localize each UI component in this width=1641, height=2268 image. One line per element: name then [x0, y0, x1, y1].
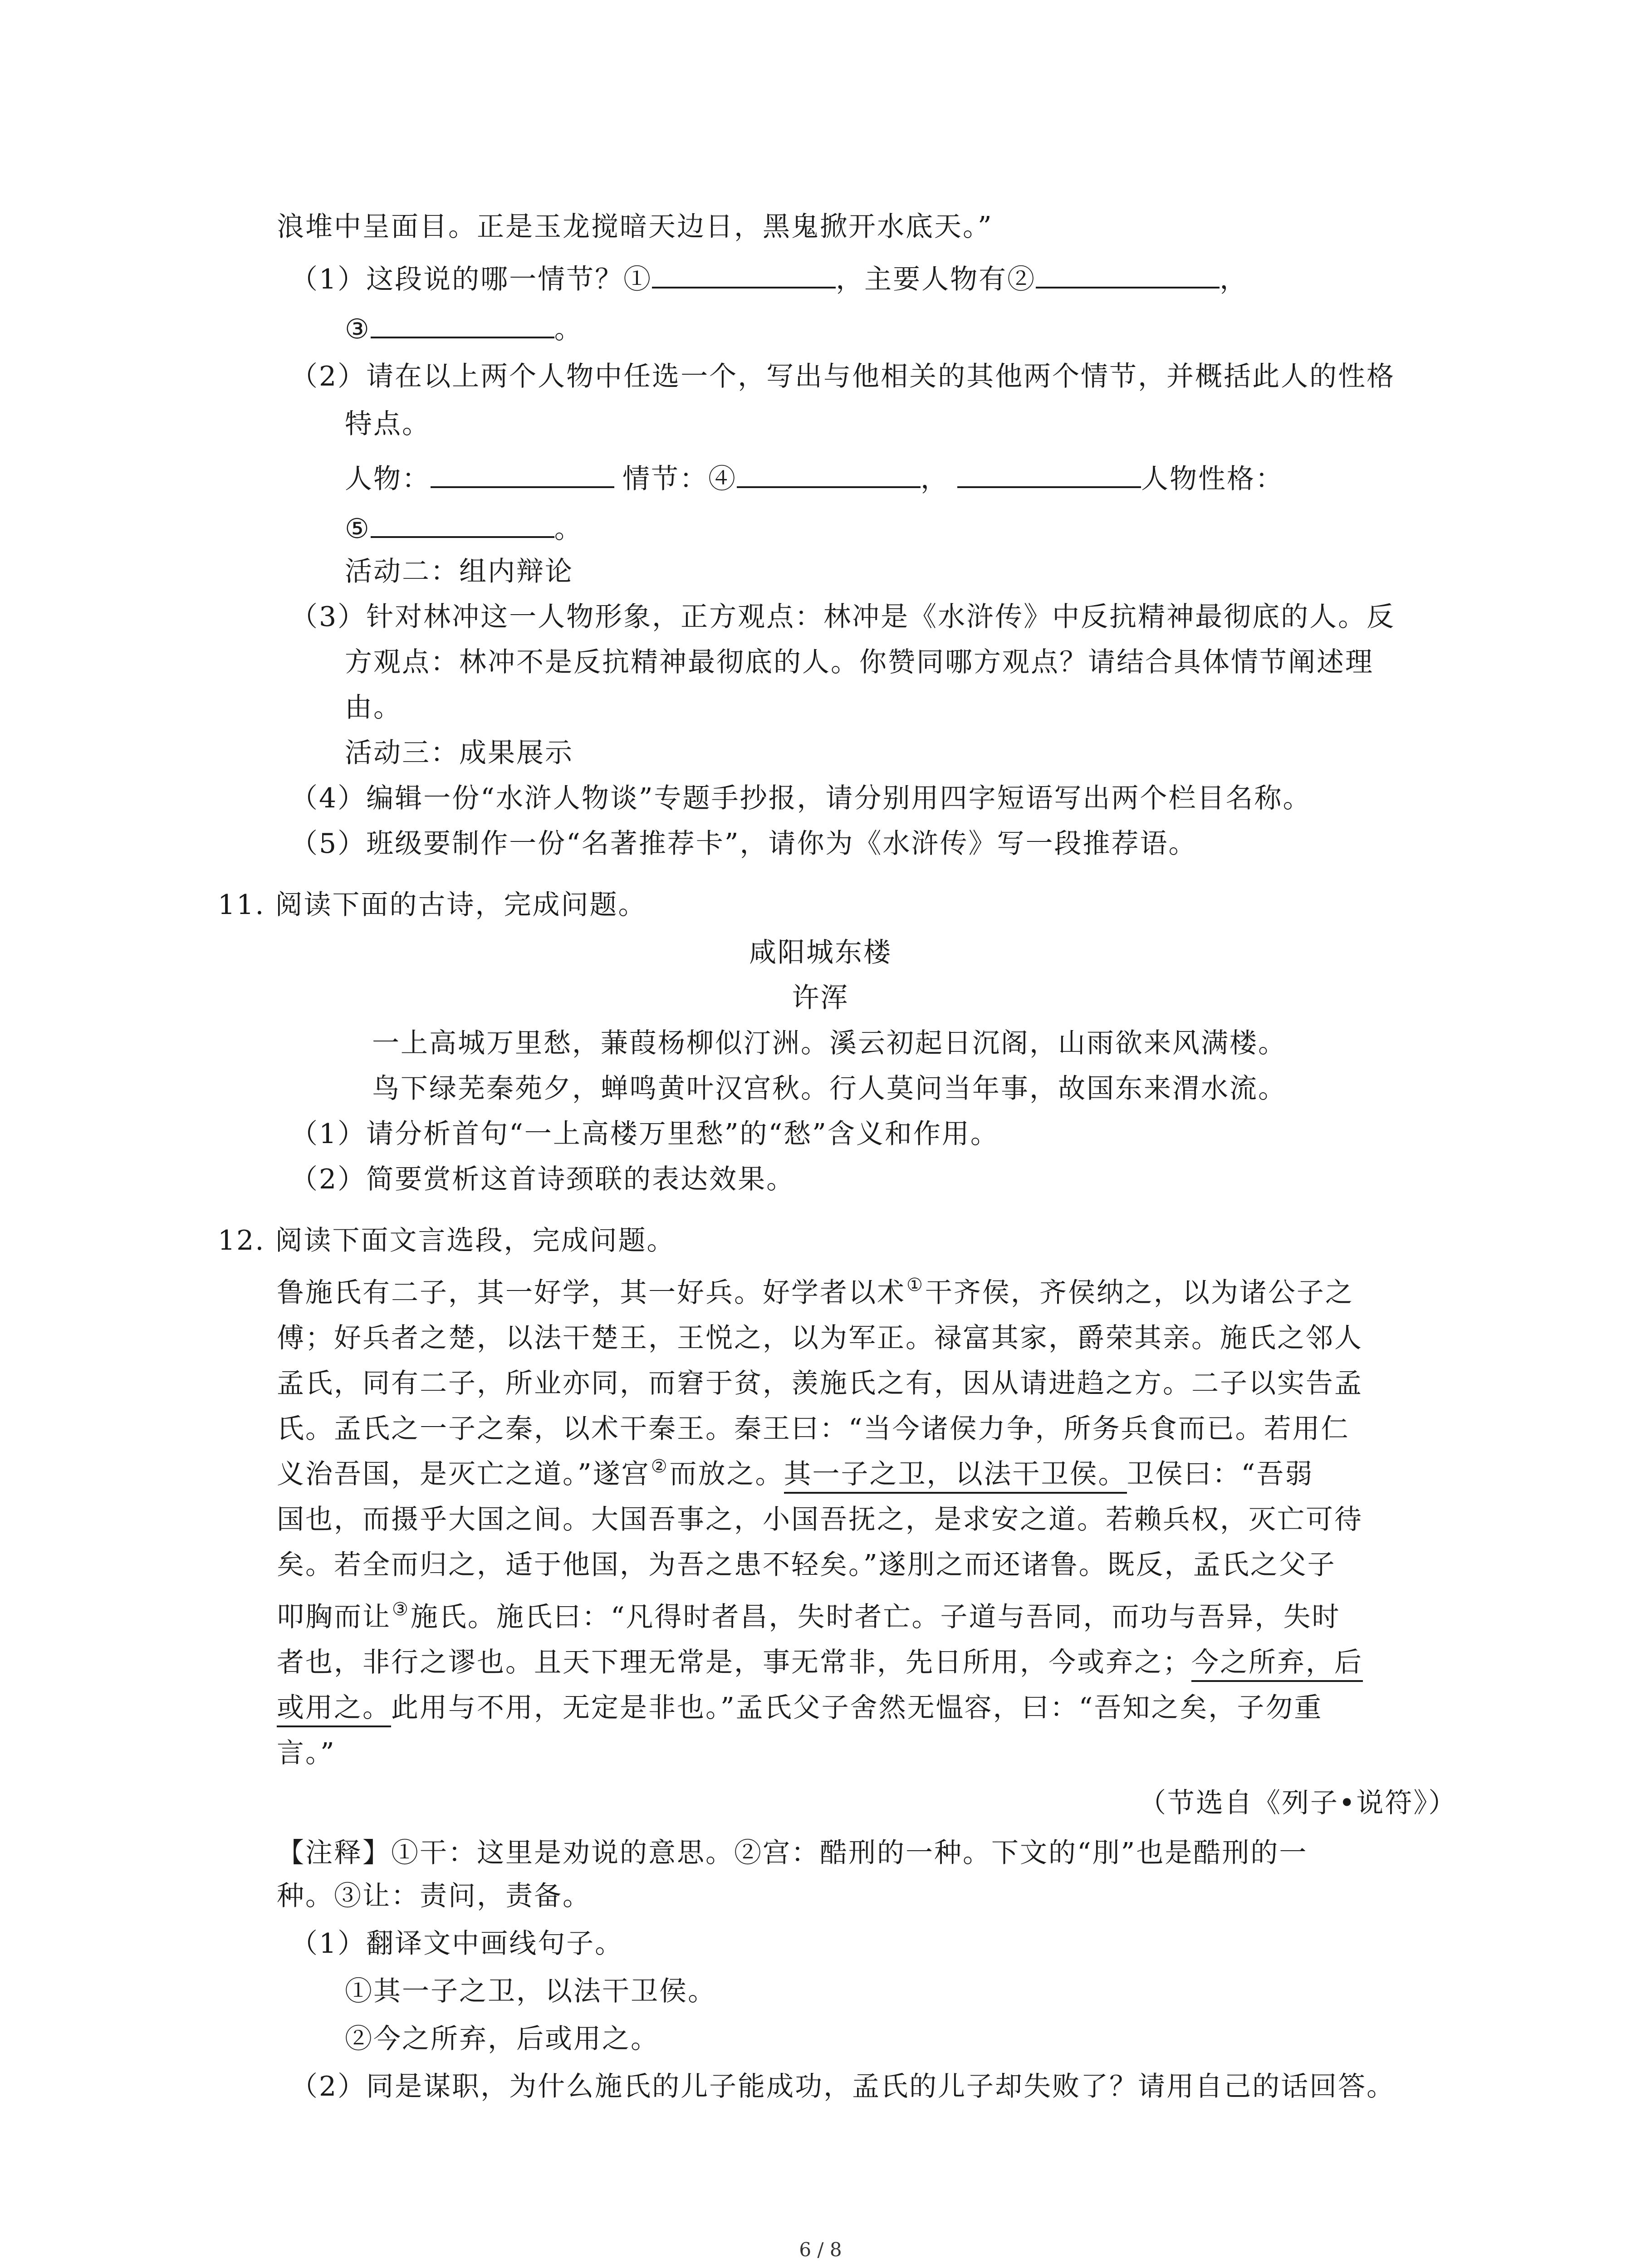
question-3-cont: 由。 [345, 692, 402, 723]
passage-text: 施氏。施氏曰：“凡得时者昌，失时者亡。子道与吾同，而功与吾异，失时 [410, 1601, 1341, 1633]
question-text: （1）这段说的哪一情节？① [290, 264, 652, 295]
question-4: （4）编辑一份“水浒人物谈”专题手抄报，请分别用四字短语写出两个栏目名称。 [290, 782, 1312, 814]
question-text: ，主要人物有② [836, 264, 1036, 295]
passage-line: 氏。孟氏之一子之秦，以术干秦王。秦王曰：“当今诸侯力争，所务兵食而已。若用仁 [277, 1413, 1350, 1445]
question-text: 。 [554, 313, 583, 345]
question-2-cont: 特点。 [345, 408, 431, 440]
question-2: （2）请在以上两个人物中任选一个，写出与他相关的其他两个情节，并概括此人的性格 [290, 361, 1396, 392]
passage-text: 叩胸而让 [277, 1601, 391, 1633]
passage-line: 傅；好兵者之楚，以法干楚王，王悦之，以为军正。禄富其家，爵荣其亲。施氏之邻人 [277, 1322, 1363, 1354]
passage-line [277, 1275, 1354, 1314]
question-3-cont: 方观点：林冲不是反抗精神最彻底的人。你赞同哪方观点？请结合具体情节阐述理 [345, 646, 1374, 678]
answer-blank-3[interactable] [371, 308, 554, 338]
field-label: 人物： [345, 463, 431, 495]
answer-blank-1[interactable] [652, 259, 836, 288]
question-11-heading: 11. 阅读下面的古诗，完成问题。 [218, 889, 647, 921]
annotation-line: 种。③让：责问，责备。 [277, 1880, 591, 1912]
passage-line [277, 1599, 1341, 1638]
passage-line [277, 1456, 1313, 1496]
activity-heading: 活动二：组内辩论 [345, 556, 573, 587]
question-12-1b: ②今之所弃，后或用之。 [345, 2023, 659, 2055]
field-label: 情节：④ [622, 463, 737, 495]
question-12-heading: 12. 阅读下面文言选段，完成问题。 [218, 1225, 676, 1256]
underlined-sentence: 或用之。 [277, 1692, 391, 1727]
text-line: 浪堆中呈面目。正是玉龙搅暗天边日，黑鬼掀开水底天。” [277, 211, 993, 243]
question-5: （5）班级要制作一份“名著推荐卡”，请你为《水浒传》写一段推荐语。 [290, 828, 1197, 860]
field-label: 人物性格： [1141, 463, 1284, 495]
underlined-sentence: 今之所弃，后 [1191, 1647, 1363, 1682]
passage-line [277, 1690, 1323, 1726]
passage-line [277, 1644, 1363, 1681]
passage-text: 而放之。 [669, 1458, 784, 1490]
question-1 [290, 259, 1248, 298]
plot-blank-1[interactable] [737, 458, 921, 488]
character-blank[interactable] [431, 458, 614, 488]
poem-author: 许浑 [792, 982, 849, 1014]
passage-line: 言。” [277, 1737, 336, 1769]
question-12-2: （2）同是谋职，为什么施氏的儿子能成功，孟氏的儿子却失败了？请用自己的话回答。 [290, 2071, 1396, 2102]
poem-title: 咸阳城东楼 [749, 937, 892, 968]
footnote-marker: ③ [392, 1599, 410, 1620]
annotation-line: 【注释】①干：这里是劝说的意思。②宫：酷刑的一种。下文的“刖”也是酷刑的一 [277, 1837, 1308, 1869]
underlined-sentence: 其一子之卫，以法干卫侯。 [784, 1458, 1127, 1494]
plot-blank-2[interactable] [957, 458, 1141, 488]
field-label: ⑤ [345, 513, 371, 545]
poem-line: 鸟下绿芜秦苑夕，蝉鸣黄叶汉宫秋。行人莫问当年事，故国东来渭水流。 [372, 1073, 1287, 1105]
question-12-1a: ①其一子之卫，以法干卫侯。 [345, 1975, 716, 2007]
passage-text: 义治吾国，是灭亡之道。”遂宫 [277, 1458, 650, 1490]
passage-line: 矣。若全而归之，适于他国，为吾之患不轻矣。”遂刖之而还诸鲁。既反，孟氏之父子 [277, 1549, 1336, 1581]
passage-text: 卫侯曰：“吾弱 [1127, 1458, 1314, 1490]
passage-text: 鲁施氏有二子，其一好学，其一好兵。好学者以术 [277, 1277, 906, 1309]
passage-line: 国也，而摄乎大国之间。大国吾事之，小国吾抚之，是求安之道。若赖兵权，灭亡可待 [277, 1504, 1363, 1535]
question-3: （3）针对林冲这一人物形象，正方观点：林冲是《水浒传》中反抗精神最彻底的人。反 [290, 601, 1396, 633]
page-number: 6 / 8 [799, 2239, 842, 2261]
question-text: ， [1220, 264, 1249, 295]
question-2-fields-cont [345, 508, 583, 547]
answer-blank-2[interactable] [1036, 259, 1220, 288]
field-label: ， [921, 463, 949, 495]
passage-line: 孟氏，同有二子，所业亦同，而窘于贫，羡施氏之有，因从请进趋之方。二子以实告孟 [277, 1368, 1363, 1399]
passage-text: 干齐侯，齐侯纳之，以为诸公子之 [925, 1277, 1354, 1309]
passage-text: 此用与不用，无定是非也。”孟氏父子舍然无愠容，曰：“吾知之矣，子勿重 [391, 1692, 1323, 1724]
footnote-marker: ① [906, 1275, 924, 1295]
question-12-1: （1）翻译文中画线句子。 [290, 1928, 624, 1960]
footnote-marker: ② [651, 1456, 669, 1477]
poem-line: 一上高城万里愁，蒹葭杨柳似汀洲。溪云初起日沉阁，山雨欲来风满楼。 [372, 1027, 1287, 1059]
field-label: 。 [554, 513, 583, 545]
question-2-fields [345, 458, 1284, 497]
question-11-1: （1）请分析首句“一上高楼万里愁”的“愁”含义和作用。 [290, 1118, 999, 1150]
question-1-cont [345, 308, 583, 347]
question-text: ③ [345, 313, 371, 345]
passage-text: 者也，非行之谬也。且天下理无常是，事无常非，先日所用，今或弃之； [277, 1647, 1191, 1678]
question-11-2: （2）简要赏析这首诗颈联的表达效果。 [290, 1163, 795, 1195]
personality-blank[interactable] [371, 508, 554, 538]
source-citation: （节选自《列子•说符》） [1139, 1787, 1457, 1819]
activity-heading: 活动三：成果展示 [345, 737, 573, 769]
